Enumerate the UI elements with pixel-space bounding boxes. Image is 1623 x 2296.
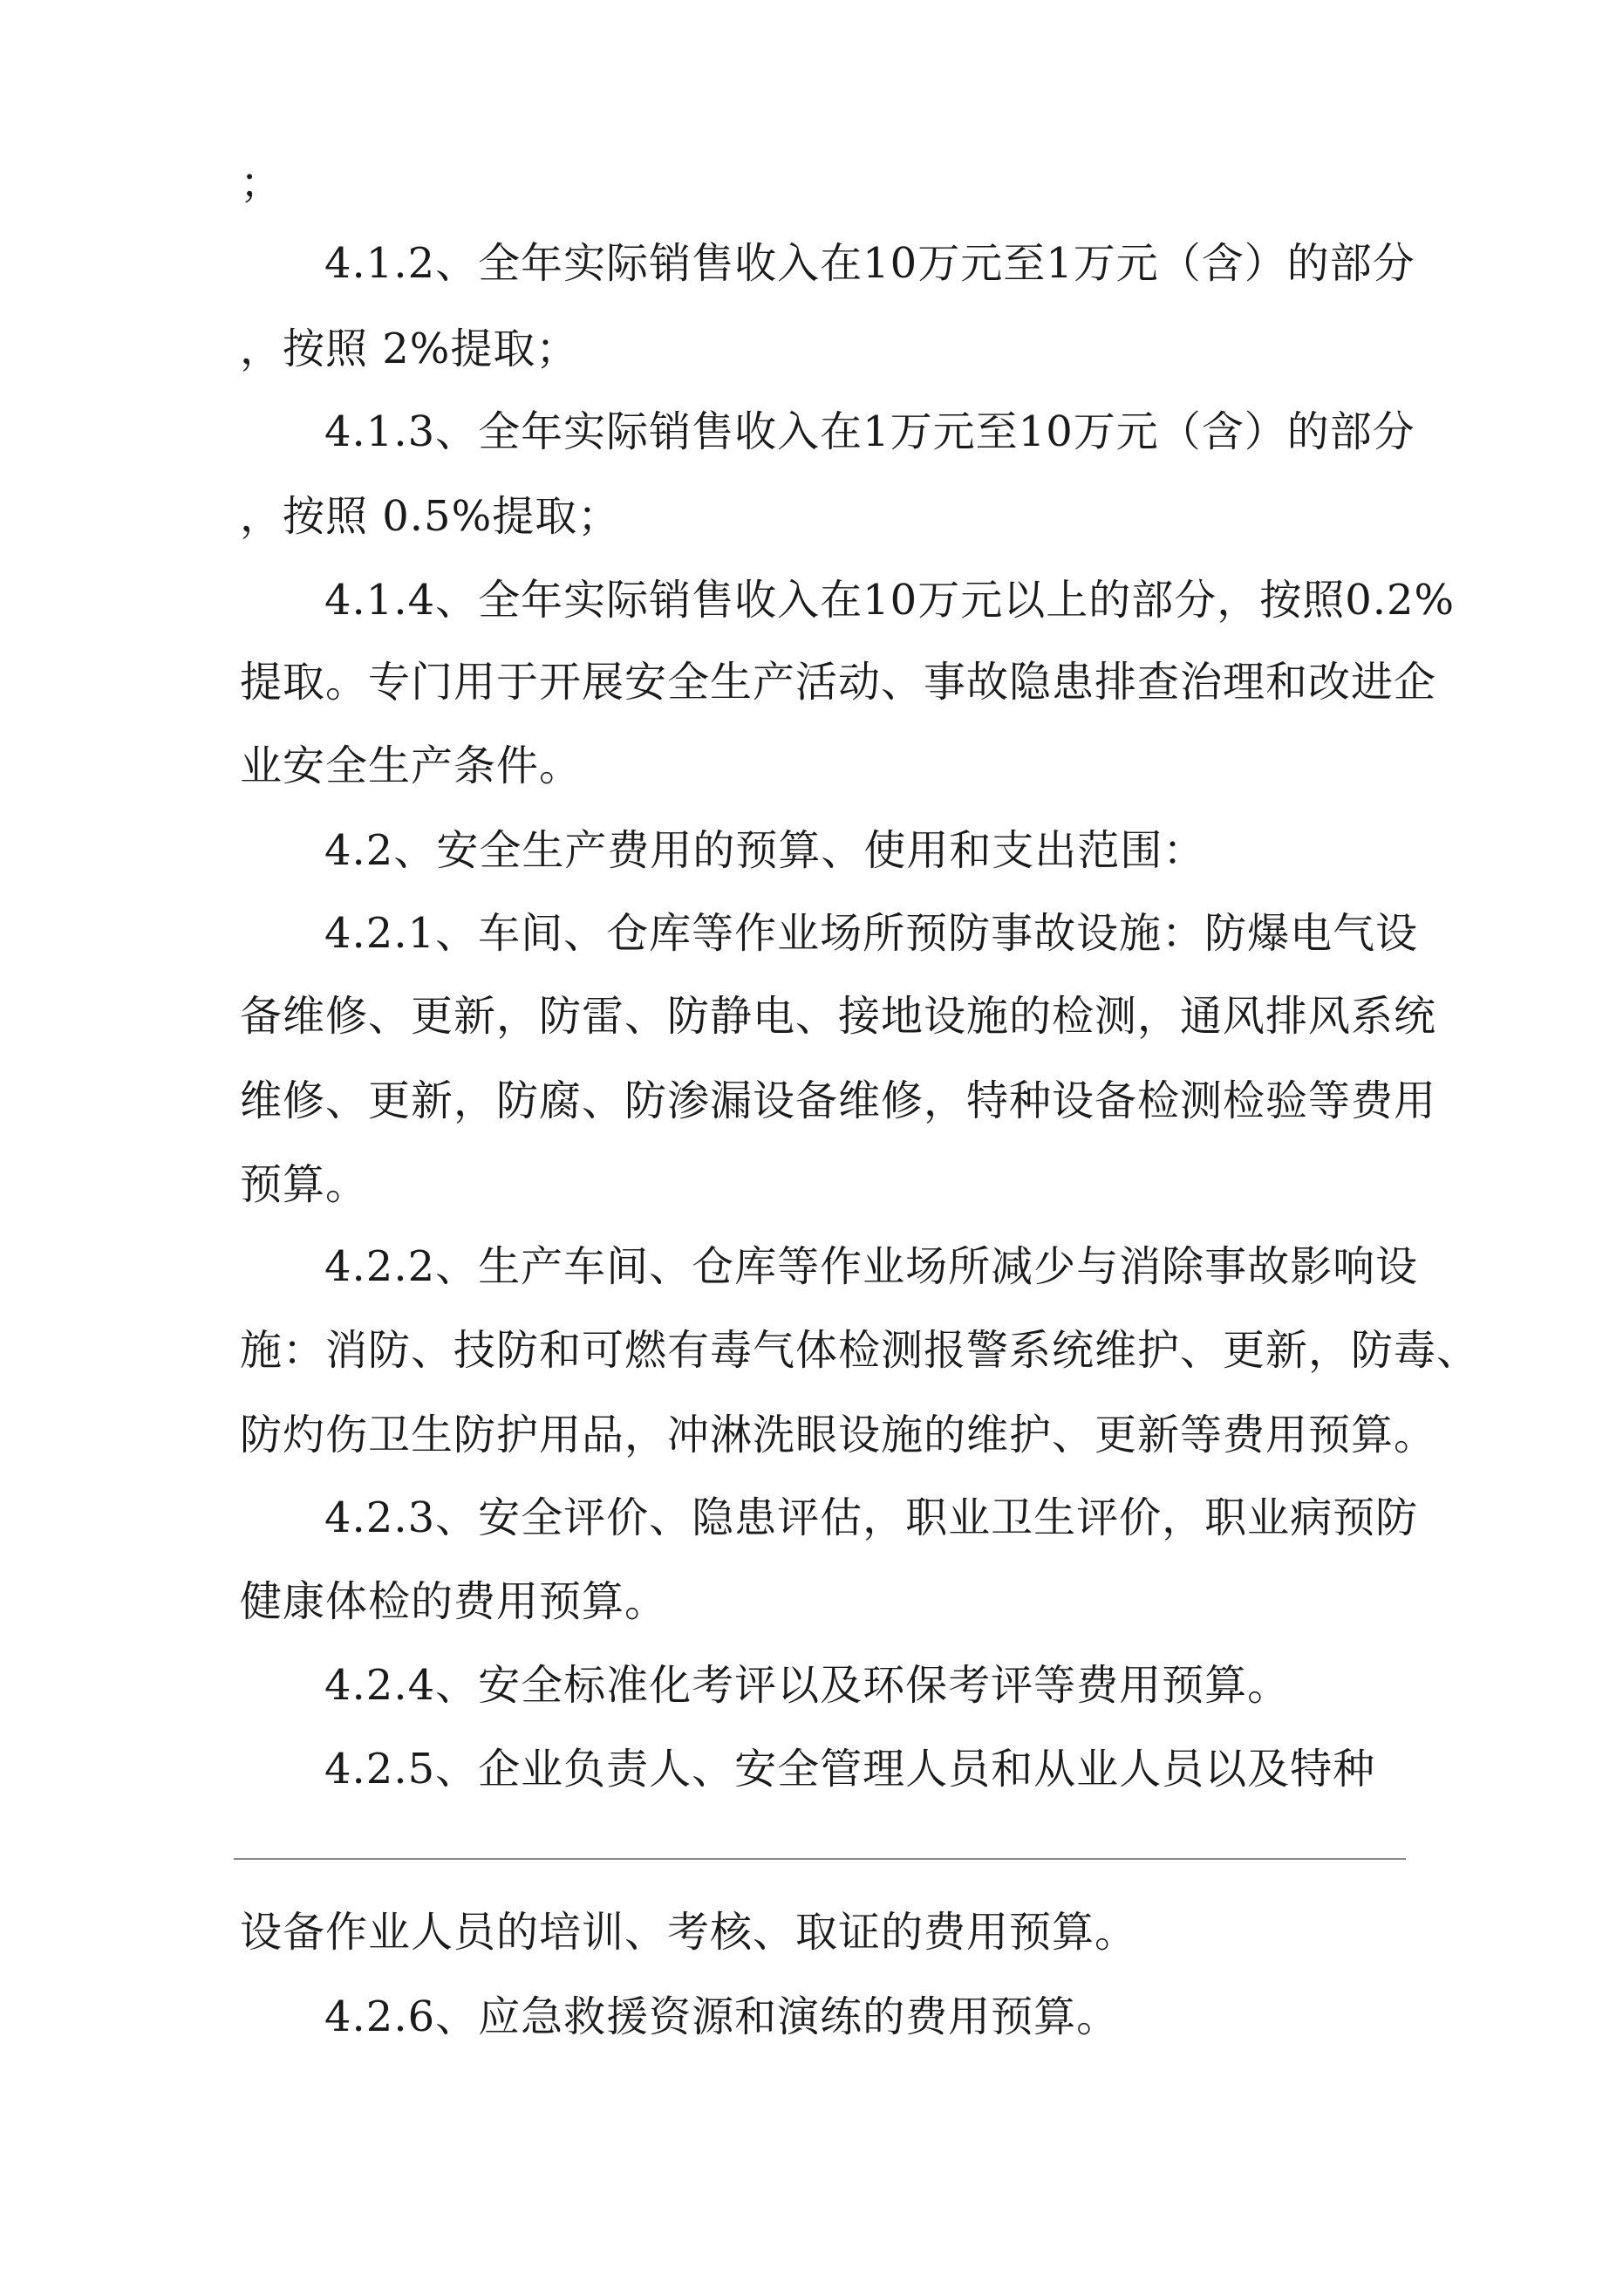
text-line: 4.2.2、生产车间、仓库等作业场所减少与消除事故影响设 <box>324 1242 1419 1291</box>
text-line: 4.2.4、安全标准化考评以及环保考评等费用预算。 <box>324 1661 1291 1710</box>
text-line: 业安全生产条件。 <box>240 741 583 790</box>
text-line: 4.1.3、全年实际销售收入在1万元至10万元（含）的部分 <box>324 407 1415 456</box>
text-line: 4.2.6、应急救援资源和演练的费用预算。 <box>324 1992 1120 2041</box>
text-line: 4.1.2、全年实际销售收入在10万元至1万元（含）的部分 <box>324 239 1415 288</box>
text-line: ，按照 2%提取； <box>240 325 579 373</box>
text-line: 防灼伤卫生防护用品，冲淋洗眼设施的维护、更新等费用预算。 <box>240 1411 1437 1459</box>
text-line: 预算。 <box>240 1160 369 1209</box>
text-line: 4.2、安全生产费用的预算、使用和支出范围： <box>324 826 1206 875</box>
text-line: 备维修、更新，防雷、防静电、接地设施的检测，通风排风系统 <box>240 992 1437 1041</box>
text-line: 维修、更新，防腐、防渗漏设备维修，特种设备检测检验等费用 <box>240 1076 1437 1125</box>
text-line: 4.2.3、安全评价、隐患评估，职业卫生评价，职业病预防 <box>324 1493 1419 1542</box>
text-line: 施：消防、技防和可燃有毒气体检测报警系统维护、更新，防毒、 <box>240 1326 1480 1375</box>
text-line: 提取。专门用于开展安全生产活动、事故隐患排查治理和改进企 <box>240 658 1437 707</box>
text-line: 4.2.1、车间、仓库等作业场所预防事故设施：防爆电气设 <box>324 909 1419 958</box>
text-line: 健康体检的费用预算。 <box>240 1577 668 1626</box>
text-line: ，按照 0.5%提取； <box>240 492 621 541</box>
text-line: 4.1.4、全年实际销售收入在10万元以上的部分，按照0.2% <box>324 576 1456 625</box>
text-line: 设备作业人员的培训、考核、取证的费用预算。 <box>240 1908 1138 1957</box>
page-break-divider <box>234 1858 1406 1860</box>
text-line: ； <box>240 159 283 208</box>
text-line: 4.2.5、企业负责人、安全管理人员和从业人员以及特种 <box>324 1745 1376 1794</box>
